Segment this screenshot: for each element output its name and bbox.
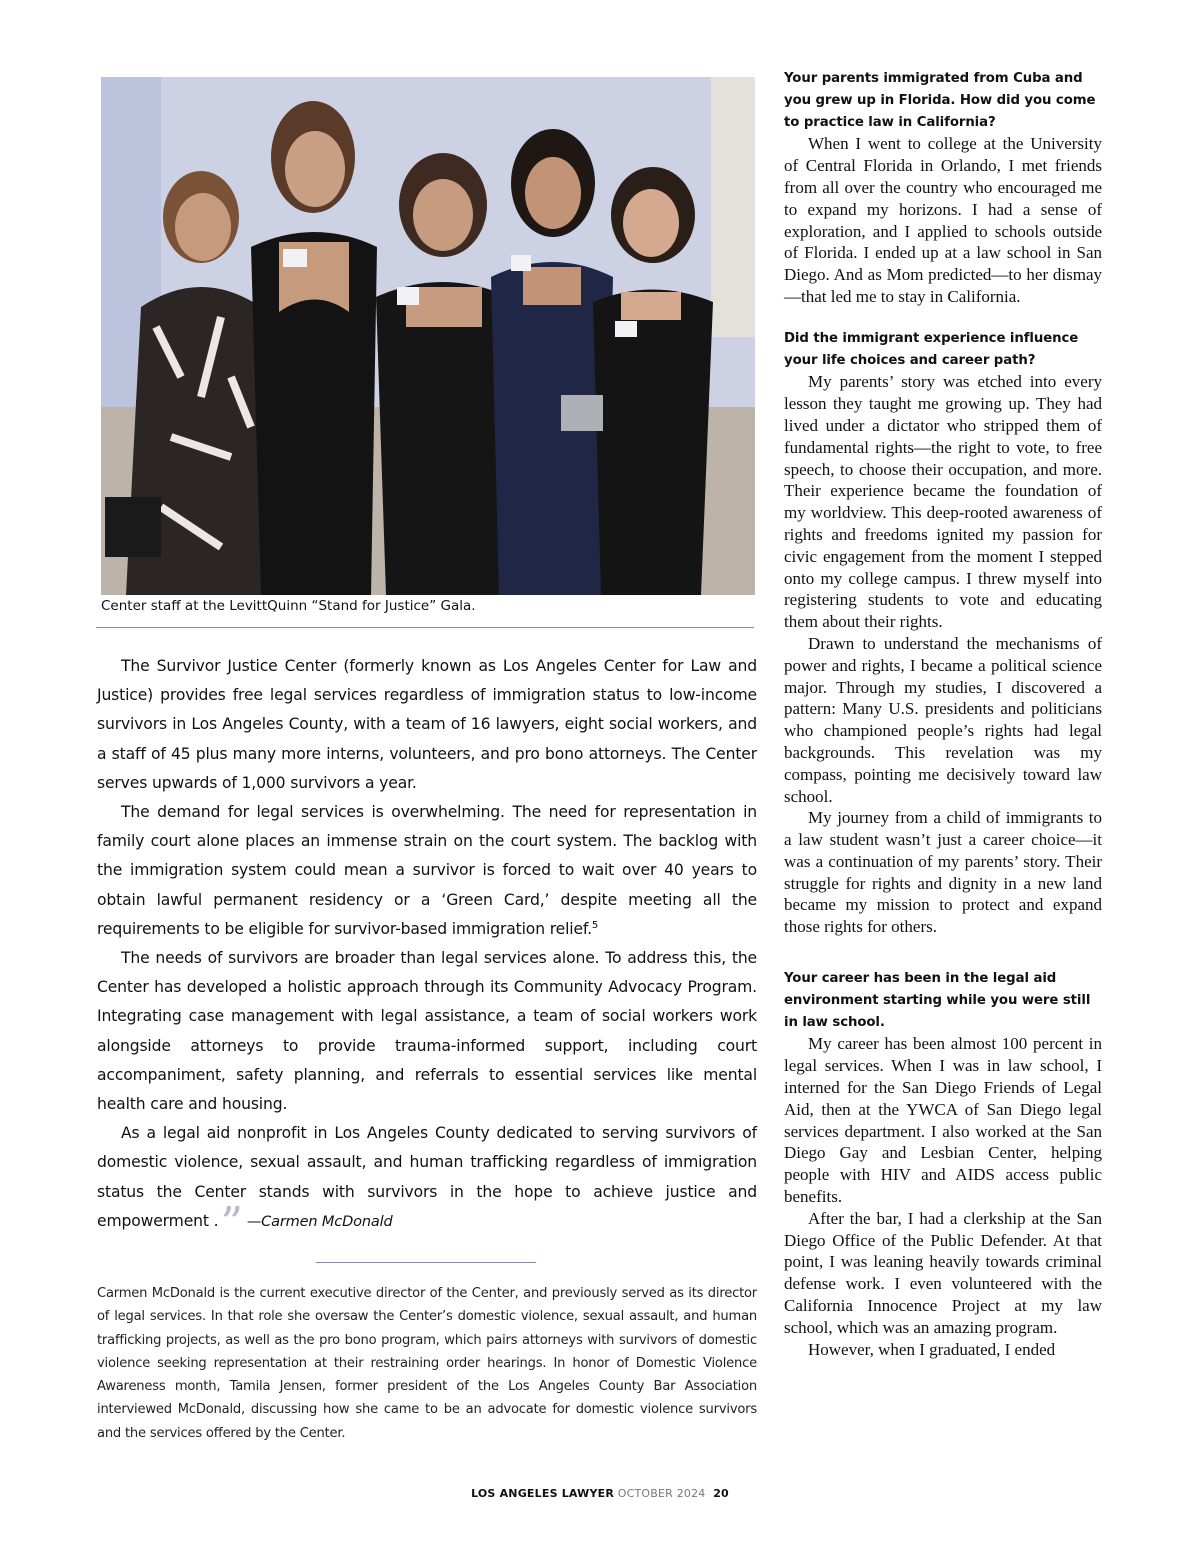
author-bio <box>97 1282 757 1445</box>
page-footer <box>0 1487 1200 1500</box>
article-body <box>97 652 757 1249</box>
interview-question: Your career has been in the legal aid environment starting while you were still in law school. <box>784 971 1091 1030</box>
publication-name: LOS ANGELES LAWYER <box>471 1487 615 1500</box>
article-paragraph <box>97 798 757 944</box>
footnote-marker: 5 <box>591 919 599 931</box>
bio-divider <box>316 1262 536 1263</box>
issue-date: OCTOBER 2024 <box>617 1487 706 1500</box>
photo-caption: Center staff at the LevittQuinn “Stand for Justice” Gala. <box>101 598 476 614</box>
answer-paragraph: When I went to college at the University of Central Florida in Orlando, I met friends from all over the country who encouraged me to expand my horizons. I had a sense of exploration, and I applied to schools outside of Florida. I ended up at a law school in San Diego. And as Mom predicted—to her dismay—that led me to stay in California. <box>784 134 1102 306</box>
group-photo <box>101 77 755 595</box>
answer-paragraph: My parents’ story was etched into every lesson they taught me growing up. They had lived under a dictator who stripped them of fundamental rights—the right to vote, to free speech, to choose their occupation, and more. Their experience became the foundation of my worldview. This deep-rooted awareness of rights and freedoms ignited my passion for civic engagement from the moment I stepped onto my college campus. I threw myself into registering students to vote and educating them about their rights. <box>784 372 1102 632</box>
answer-paragraph: After the bar, I had a clerkship at the San Diego Office of the Public Defender. At that point, I was leaning heavily towards criminal defense work. I even volunteered with the California Innocence Project at my law school, which was an amazing program. <box>784 1208 1102 1337</box>
page-number: 20 <box>713 1487 729 1500</box>
interview-answer <box>784 1033 1102 1360</box>
answer-paragraph: My career has been almost 100 percent in legal services. When I was in law school, I interned for the San Diego Friends of Legal Aid, then at the YWCA of San Diego legal services department. I also worked at the San Diego Gay and Lesbian Center, helping people with HIV and AIDS access public benefits. <box>784 1034 1102 1207</box>
article-paragraph: The Survivor Justice Center (formerly known as Los Angeles Center for Law and Justice) provides free legal services regardless of immigration status to low-income survivors in Los Angeles County, with a team of 16 lawyers, eight social workers, and a staff of 45 plus many more interns, volunteers, and pro bono attorneys. The Center serves upwards of 1,000 survivors a year. <box>97 657 757 792</box>
article-paragraph <box>97 1119 757 1249</box>
answer-paragraph: My journey from a child of immigrants to a law student wasn’t just a career choice—it was a continuation of my parents’ story. Their struggle for rights and dignity in a new land became my mission to protect and expand those rights for others. <box>784 808 1102 937</box>
article-paragraph-text: The demand for legal services is overwhelming. The need for representation in family court alone places an immense strain on the court system. The backlog with the immigration system could mean a survivor is forced to wait over 40 years to obtain lawful permanent residency or a ‘Green Card,’ despite meeting all the requirements to be eligible for survivor-based immigration relief. <box>97 803 757 938</box>
caption-divider <box>96 627 754 628</box>
close-quote-icon: ” <box>220 1197 243 1249</box>
interview-answer <box>784 371 1102 938</box>
answer-paragraph: However, when I graduated, I ended <box>808 1339 1056 1359</box>
interview-question: Your parents immigrated from Cuba and you grew up in Florida. How did you come to practice law in California? <box>784 71 1096 130</box>
interview-question: Did the immigrant experience influence your life choices and career path? <box>784 330 1079 368</box>
quote-author: —Carmen McDonald <box>246 1213 393 1230</box>
interview-column <box>784 68 1102 1360</box>
group-photo-illustration <box>101 77 755 595</box>
article-paragraph: The needs of survivors are broader than legal services alone. To address this, the Center has developed a holistic approach through its Community Advocacy Program. Integrating case management with legal assistance, a team of social workers work alongside attorneys to provide trauma-informed support, including court accompaniment, safety planning, and referrals to essential services like mental health care and housing. <box>97 949 757 1114</box>
interview-answer <box>784 133 1102 307</box>
article-paragraph-text: As a legal aid nonprofit in Los Angeles County dedicated to serving survivors of domestic violence, sexual assault, and human trafficking regardless of immigration status the Center stands with survivors in the hope to achieve justice and empowerment . <box>97 1124 757 1230</box>
bio-text: Carmen McDonald is the current executive director of the Center, and previously served as its director of legal services. In that role she oversaw the Center’s domestic violence, sexual assault, and human trafficking projects, as well as the pro bono program, which pairs attorneys with survivors of domestic violence seeking representation at their restraining order hearings. In honor of Domestic Violence Awareness month, Tamila Jensen, former president of the Los Angeles County Bar Association interviewed McDonald, discussing how she came to be an advocate for domestic violence survivors and the services offered by the Center. <box>97 1286 757 1441</box>
answer-paragraph: Drawn to understand the mechanisms of power and rights, I became a political science major. Through my studies, I discovered a pattern: Many U.S. presidents and politicians who championed people’s rights had legal backgrounds. This revelation was my compass, pointing me decisively toward law school. <box>784 633 1102 806</box>
